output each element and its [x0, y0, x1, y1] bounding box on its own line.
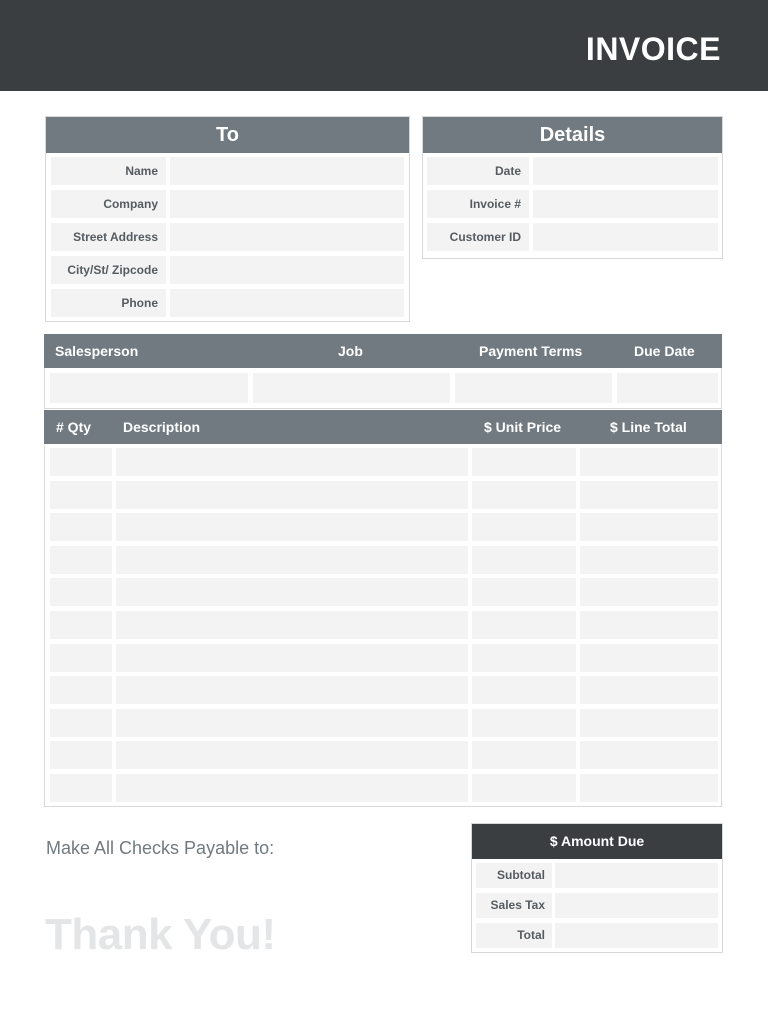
line-total-cell[interactable] [580, 774, 718, 802]
job-header-bar [44, 334, 722, 368]
customer-id-label: Customer ID [427, 223, 529, 251]
to-heading: To [46, 117, 409, 153]
salesperson-field[interactable] [50, 373, 248, 403]
to-row-city [46, 252, 409, 285]
table-row [45, 741, 721, 769]
total-field[interactable] [555, 923, 718, 948]
job-field[interactable] [253, 373, 450, 403]
header-band [0, 0, 768, 91]
to-row-name [46, 153, 409, 186]
qty-cell[interactable] [50, 774, 112, 802]
description-cell[interactable] [116, 676, 468, 704]
checks-payable-label: Make All Checks Payable to: [46, 838, 275, 858]
description-cell[interactable] [116, 611, 468, 639]
to-row-street [46, 219, 409, 252]
phone-field[interactable] [170, 289, 404, 317]
to-panel [45, 116, 410, 322]
invoice-title: INVOICE [585, 31, 721, 67]
total-label: Total [476, 923, 552, 948]
items-header-bar [44, 410, 722, 444]
to-row-phone [46, 285, 409, 318]
to-row-company [46, 186, 409, 219]
table-row [45, 481, 721, 509]
invoice-number-field[interactable] [533, 190, 718, 218]
unit-price-cell[interactable] [472, 481, 576, 509]
line-total-cell[interactable] [580, 676, 718, 704]
unit-price-cell[interactable] [472, 448, 576, 476]
line-total-cell[interactable] [580, 741, 718, 769]
qty-cell[interactable] [50, 513, 112, 541]
date-label: Date [427, 157, 529, 185]
table-row [45, 676, 721, 704]
sales-tax-row [472, 889, 722, 919]
due-date-field[interactable] [617, 373, 718, 403]
description-cell[interactable] [116, 709, 468, 737]
company-field[interactable] [170, 190, 404, 218]
line-total-cell[interactable] [580, 644, 718, 672]
company-label: Company [51, 190, 166, 218]
phone-label: Phone [51, 289, 166, 317]
description-cell[interactable] [116, 513, 468, 541]
qty-cell[interactable] [50, 448, 112, 476]
description-cell[interactable] [116, 546, 468, 574]
table-row [45, 578, 721, 606]
line-total-cell[interactable] [580, 481, 718, 509]
sales-tax-field[interactable] [555, 893, 718, 918]
payment-terms-field[interactable] [455, 373, 612, 403]
customer-id-field[interactable] [533, 223, 718, 251]
subtotal-row [472, 859, 722, 889]
line-total-cell[interactable] [580, 611, 718, 639]
line-total-cell[interactable] [580, 578, 718, 606]
name-label: Name [51, 157, 166, 185]
line-total-header: $ Line Total [610, 419, 687, 435]
table-row [45, 448, 721, 476]
unit-price-cell[interactable] [472, 578, 576, 606]
name-field[interactable] [170, 157, 404, 185]
invoice-number-label: Invoice # [427, 190, 529, 218]
description-header: Description [123, 419, 201, 435]
city-state-zip-field[interactable] [170, 256, 404, 284]
amount-due-panel [471, 823, 723, 953]
qty-cell[interactable] [50, 741, 112, 769]
table-row [45, 513, 721, 541]
qty-cell[interactable] [50, 611, 112, 639]
thank-you-text: Thank You! [45, 910, 276, 959]
subtotal-label: Subtotal [476, 863, 552, 888]
table-row [45, 644, 721, 672]
unit-price-cell[interactable] [472, 709, 576, 737]
unit-price-cell[interactable] [472, 741, 576, 769]
qty-cell[interactable] [50, 676, 112, 704]
details-row-customer [423, 219, 722, 252]
details-row-invoice [423, 186, 722, 219]
unit-price-cell[interactable] [472, 546, 576, 574]
qty-cell[interactable] [50, 578, 112, 606]
line-total-cell[interactable] [580, 546, 718, 574]
unit-price-cell[interactable] [472, 513, 576, 541]
total-row [472, 919, 722, 949]
qty-cell[interactable] [50, 546, 112, 574]
job-header: Job [338, 343, 363, 359]
date-field[interactable] [533, 157, 718, 185]
qty-header: # Qty [56, 419, 92, 435]
qty-cell[interactable] [50, 644, 112, 672]
table-row [45, 546, 721, 574]
job-row [44, 368, 722, 409]
street-address-label: Street Address [51, 223, 166, 251]
description-cell[interactable] [116, 644, 468, 672]
salesperson-header: Salesperson [55, 343, 139, 359]
street-address-field[interactable] [170, 223, 404, 251]
description-cell[interactable] [116, 578, 468, 606]
table-row [45, 611, 721, 639]
description-cell[interactable] [116, 481, 468, 509]
unit-price-cell[interactable] [472, 774, 576, 802]
subtotal-field[interactable] [555, 863, 718, 888]
details-panel [422, 116, 723, 259]
unit-price-cell[interactable] [472, 644, 576, 672]
amount-due-heading: $ Amount Due [472, 824, 722, 859]
table-row [45, 774, 721, 802]
details-row-date [423, 153, 722, 186]
details-heading: Details [423, 117, 722, 153]
line-total-cell[interactable] [580, 448, 718, 476]
description-cell[interactable] [116, 741, 468, 769]
description-cell[interactable] [116, 774, 468, 802]
qty-cell[interactable] [50, 709, 112, 737]
unit-price-cell[interactable] [472, 676, 576, 704]
line-items-table [44, 445, 722, 807]
payment-terms-header: Payment Terms [479, 343, 583, 359]
unit-price-cell[interactable] [472, 611, 576, 639]
qty-cell[interactable] [50, 481, 112, 509]
line-total-cell[interactable] [580, 513, 718, 541]
city-state-zip-label: City/St/ Zipcode [51, 256, 166, 284]
unit-price-header: $ Unit Price [484, 419, 562, 435]
table-row [45, 709, 721, 737]
sales-tax-label: Sales Tax [476, 893, 552, 918]
due-date-header: Due Date [634, 343, 695, 359]
description-cell[interactable] [116, 448, 468, 476]
line-total-cell[interactable] [580, 709, 718, 737]
